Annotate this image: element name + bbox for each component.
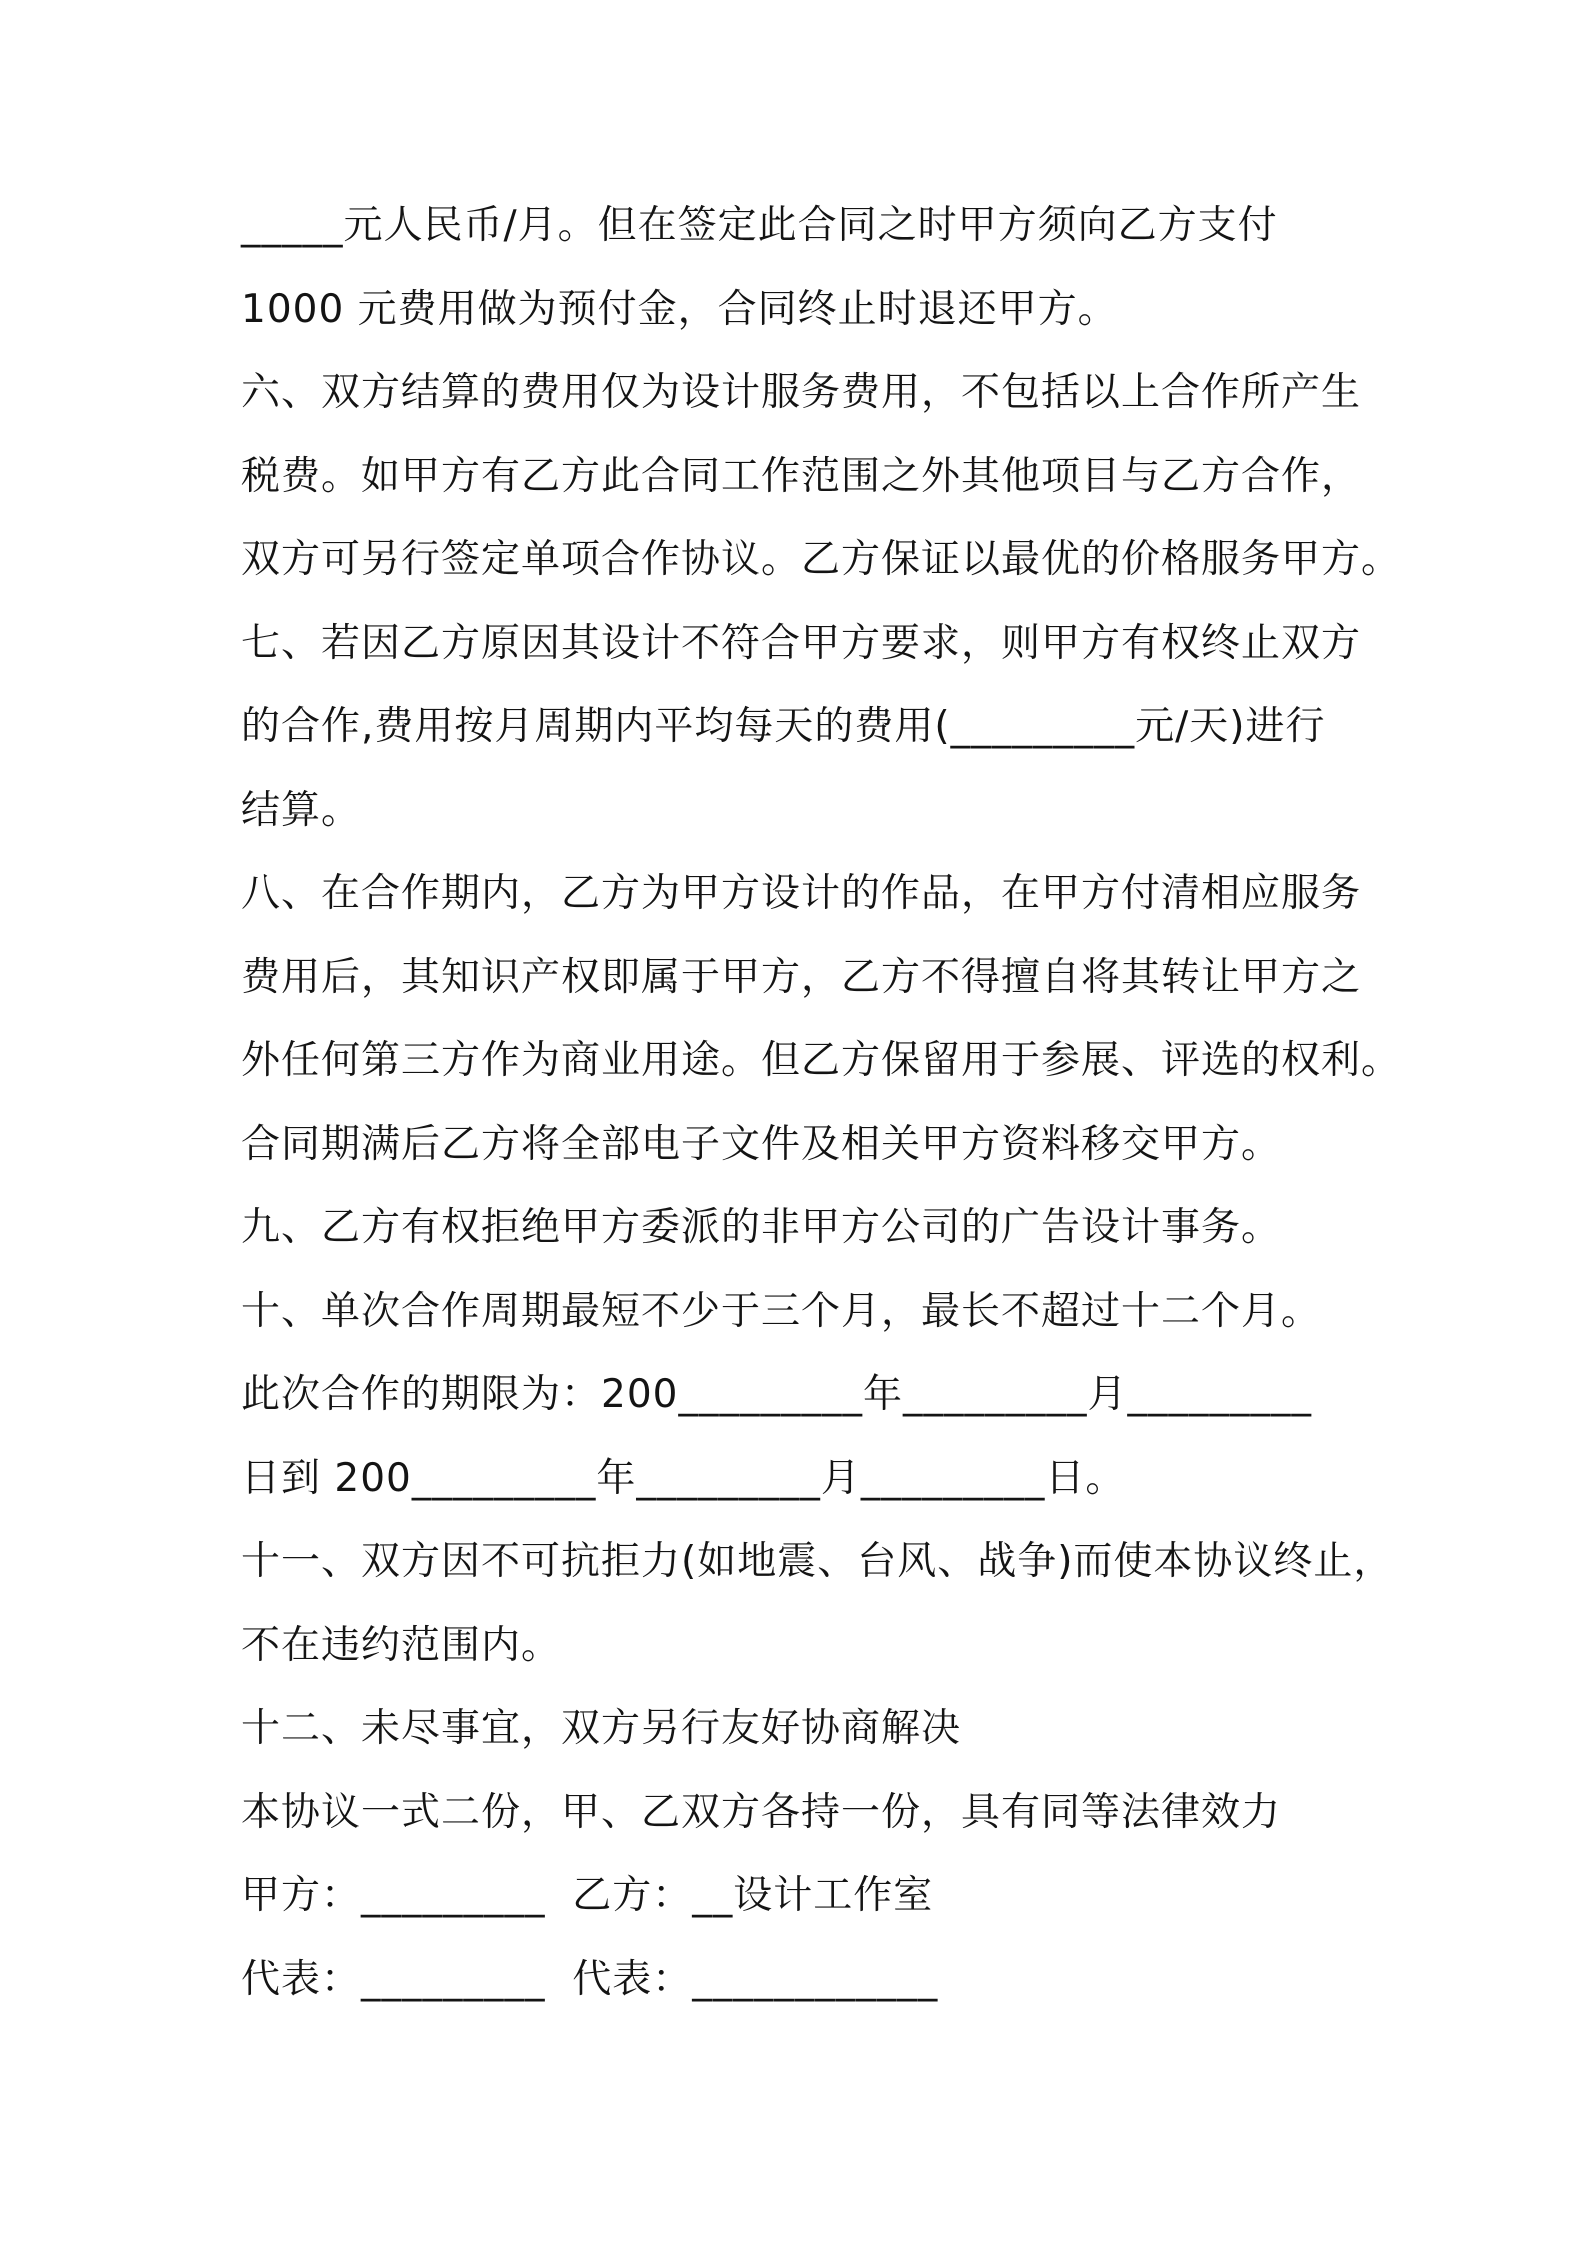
contract-body — [241, 196, 1402, 2033]
text-line: 日到 200_________年_________月_________日。 — [241, 1455, 1126, 1501]
clause-7: 七、若因乙方原因其设计不符合甲方要求，则甲方有权终止双方 — [241, 620, 1362, 666]
clause-8: 八、在合作期内，乙方为甲方设计的作品，在甲方付清相应服务 — [241, 871, 1362, 916]
text-line: 不在违约范围内。 — [241, 1622, 562, 1668]
text-line: _____元人民币/月。但在签定此合同之时甲方须向乙方支付 — [241, 203, 1278, 248]
clause-9: 九、乙方有权拒绝甲方委派的非甲方公司的广告设计事务。 — [241, 1205, 1282, 1250]
text-line: 费用后，其知识产权即属于甲方，乙方不得擅自将其转让甲方之 — [241, 954, 1362, 1000]
text-line: 外任何第三方作为商业用途。但乙方保留用于参展、评选的权利。 — [241, 1038, 1402, 1083]
text-line: 1000 元费用做为预付金，合同终止时退还甲方。 — [241, 286, 1118, 332]
text-line: 结算。 — [241, 787, 362, 833]
clause-10: 十、单次合作周期最短不少于三个月，最长不超过十二个月。 — [241, 1288, 1322, 1334]
text-line: 本协议一式二份，甲、乙双方各持一份，具有同等法律效力 — [241, 1789, 1282, 1835]
signature-party-line: 甲方：_________ 乙方：__设计工作室 — [241, 1873, 934, 1918]
text-line: 税费。如甲方有乙方此合同工作范围之外其他项目与乙方合作， — [241, 453, 1362, 499]
text-line: 双方可另行签定单项合作协议。乙方保证以最优的价格服务甲方。 — [241, 537, 1402, 582]
clause-6: 六、双方结算的费用仅为设计服务费用，不包括以上合作所产生 — [241, 370, 1362, 415]
signature-representative-line: 代表：_________ 代表：____________ — [241, 1956, 939, 2002]
text-line: 合同期满后乙方将全部电子文件及相关甲方资料移交甲方。 — [241, 1121, 1282, 1167]
clause-12: 十二、未尽事宜，双方另行友好协商解决 — [241, 1706, 962, 1751]
text-line: 的合作,费用按月周期内平均每天的费用(_________元/天)进行 — [241, 704, 1326, 749]
clause-11: 十一、双方因不可抗拒力(如地震、台风、战争)而使本协议终止， — [241, 1539, 1394, 1584]
text-line: 此次合作的期限为：200_________年_________月_________ — [241, 1372, 1312, 1417]
